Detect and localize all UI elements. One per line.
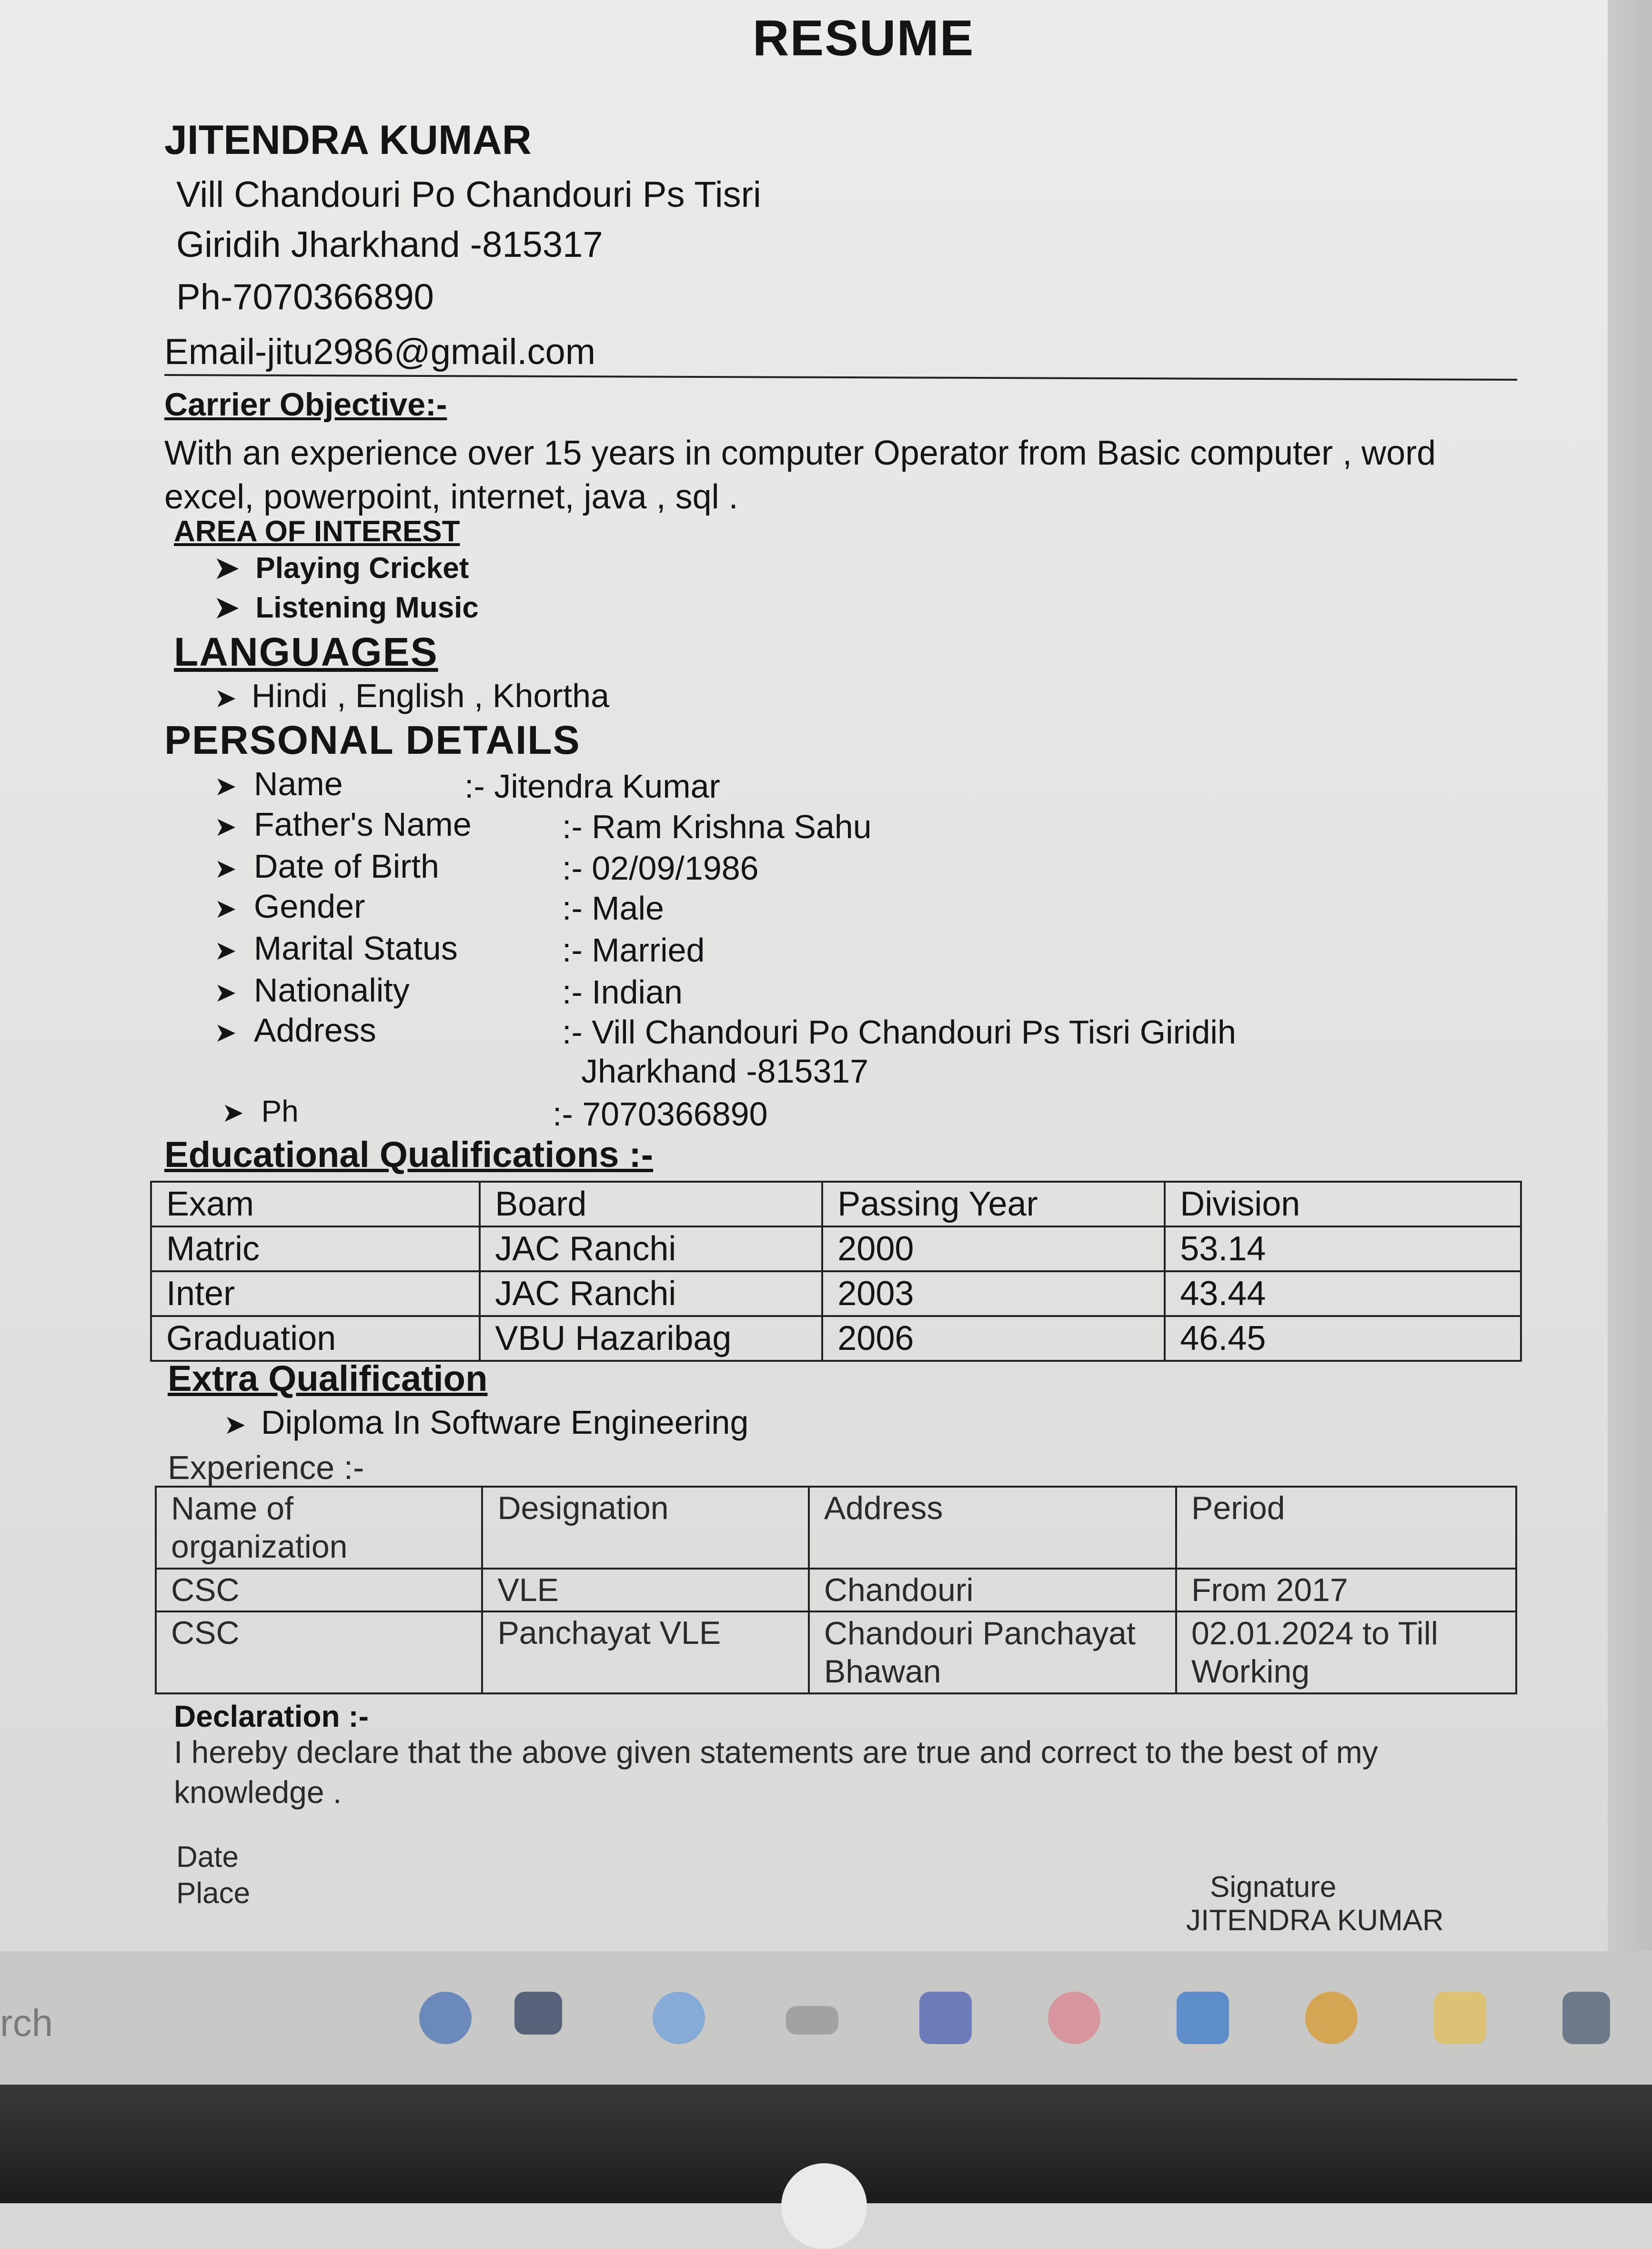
table-cell: VLE <box>482 1569 808 1611</box>
personal-row: ➤ Gender <box>214 888 365 925</box>
personal-value: :- Ram Krishna Sahu <box>562 808 872 845</box>
task-view-icon[interactable] <box>514 1992 562 2035</box>
personal-value: :- Male <box>562 890 664 927</box>
table-header-cell: Exam <box>151 1182 480 1226</box>
table-row <box>151 1226 1521 1271</box>
personal-value: :- 7070366890 <box>553 1095 768 1133</box>
table-cell: 46.45 <box>1165 1316 1521 1361</box>
widget-icon[interactable] <box>419 1992 472 2044</box>
table-header-row <box>156 1487 1516 1569</box>
arrow-bullet-icon: ➤ <box>214 552 256 585</box>
email-line: Email-jitu2986@gmail.com <box>164 332 596 372</box>
table-cell: Chandouri Panchayat Bhawan <box>809 1611 1176 1693</box>
folder-icon[interactable] <box>1434 1992 1486 2044</box>
arrow-bullet-icon: ➤ <box>214 893 237 923</box>
hp-logo-icon <box>781 2163 867 2249</box>
arrow-bullet-icon: ➤ <box>214 683 252 713</box>
table-header-cell: Designation <box>482 1487 808 1569</box>
interest-item: ➤ Playing Cricket <box>214 552 469 585</box>
taskbar-search-text[interactable]: rch <box>0 2002 53 2044</box>
table-cell: VBU Hazaribag <box>480 1316 822 1361</box>
declaration-text: I hereby declare that the above given statements are true and correct to the best of my knowledge . <box>174 1734 1378 1810</box>
table-cell: JAC Ranchi <box>480 1271 822 1316</box>
copilot-icon[interactable] <box>653 1992 705 2044</box>
explorer-icon[interactable] <box>786 2006 838 2035</box>
arrow-bullet-icon: ➤ <box>214 853 237 883</box>
declaration-heading: Declaration :- <box>174 1699 369 1733</box>
personal-row: ➤ Name <box>214 765 343 802</box>
personal-value: :- 02/09/1986 <box>562 850 759 887</box>
personal-row: ➤ Date of Birth <box>214 848 439 885</box>
language-item: ➤ Hindi , English , Khortha <box>214 677 610 714</box>
personal-value: :- Vill Chandouri Po Chandouri Ps Tisri Giridih <box>562 1013 1236 1051</box>
personal-value: :- Married <box>562 932 705 969</box>
table-header-cell: Division <box>1165 1182 1521 1226</box>
education-heading: Educational Qualifications :- <box>164 1135 654 1175</box>
arrow-bullet-icon: ➤ <box>214 771 237 801</box>
table-cell: Graduation <box>151 1316 480 1361</box>
table-header-cell: Passing Year <box>822 1182 1165 1226</box>
address-line-1: Vill Chandouri Po Chandouri Ps Tisri <box>176 174 761 215</box>
personal-row: ➤ Marital Status <box>214 930 458 967</box>
arrow-bullet-icon: ➤ <box>214 1017 237 1047</box>
interest-heading: AREA OF INTEREST <box>174 515 460 548</box>
table-header-cell: Period <box>1176 1487 1516 1569</box>
table-cell: Matric <box>151 1226 480 1271</box>
signature-label: Signature <box>1210 1871 1337 1904</box>
table-cell: Panchayat VLE <box>482 1611 808 1693</box>
experience-table <box>155 1486 1517 1694</box>
table-header-row <box>151 1182 1521 1226</box>
table-row <box>151 1316 1521 1361</box>
chrome-icon[interactable] <box>1305 1992 1358 2044</box>
teams-icon[interactable] <box>919 1992 972 2044</box>
table-row <box>156 1611 1516 1693</box>
table-cell: From 2017 <box>1176 1569 1516 1611</box>
table-header-cell: Name of organization <box>156 1487 482 1569</box>
place-label: Place <box>176 1877 251 1910</box>
personal-value: :- Jitendra Kumar <box>464 768 720 805</box>
extra-qualification-item: ➤ Diploma In Software Engineering <box>224 1404 749 1441</box>
table-cell: 2006 <box>822 1316 1165 1361</box>
interest-item: ➤ Listening Music <box>214 591 479 624</box>
objective-text: With an experience over 15 years in computer Operator from Basic computer , word excel, powerpoint, internet, java , sql . <box>164 434 1436 516</box>
table-row <box>151 1271 1521 1316</box>
table-cell: JAC Ranchi <box>480 1226 822 1271</box>
applicant-name: JITENDRA KUMAR <box>164 117 532 163</box>
table-cell: Chandouri <box>809 1569 1176 1611</box>
resume-title: RESUME <box>753 10 975 66</box>
experience-heading: Experience :- <box>168 1449 364 1486</box>
personal-row: ➤ Ph <box>214 1094 299 1128</box>
table-cell: 02.01.2024 to Till Working <box>1176 1611 1516 1693</box>
personal-details-heading: PERSONAL DETAILS <box>164 718 581 762</box>
languages-heading: LANGUAGES <box>174 629 438 674</box>
address-line-2: Giridih Jharkhand -815317 <box>176 224 603 265</box>
arrow-bullet-icon: ➤ <box>214 935 237 965</box>
table-cell: CSC <box>156 1569 482 1611</box>
extra-qualification-heading: Extra Qualification <box>168 1358 488 1399</box>
terminal-icon[interactable] <box>1562 1992 1610 2044</box>
arrow-bullet-icon: ➤ <box>214 811 237 841</box>
personal-value-continued: Jharkhand -815317 <box>581 1053 869 1090</box>
table-row <box>156 1569 1516 1611</box>
table-cell: 2003 <box>822 1271 1165 1316</box>
personal-row: ➤ Address <box>214 1012 376 1049</box>
arrow-bullet-icon: ➤ <box>214 977 237 1007</box>
personal-row: ➤ Father's Name <box>214 806 472 843</box>
table-cell: Inter <box>151 1271 480 1316</box>
table-cell: 43.44 <box>1165 1271 1521 1316</box>
date-label: Date <box>176 1841 239 1874</box>
table-cell: 2000 <box>822 1226 1165 1271</box>
table-cell: CSC <box>156 1611 482 1693</box>
table-header-cell: Board <box>480 1182 822 1226</box>
signature-name: JITENDRA KUMAR <box>1186 1904 1444 1937</box>
objective-heading: Carrier Objective:- <box>164 386 447 423</box>
education-table <box>150 1181 1522 1362</box>
phone-line: Ph-7070366890 <box>176 277 434 317</box>
personal-row: ➤ Nationality <box>214 972 410 1009</box>
browser-icon[interactable] <box>1048 1992 1100 2044</box>
personal-value: :- Indian <box>562 973 683 1011</box>
screen-right-edge <box>1608 0 1652 1951</box>
arrow-bullet-icon: ➤ <box>214 591 256 624</box>
arrow-bullet-icon: ➤ <box>224 1409 262 1439</box>
table-header-cell: Address <box>809 1487 1176 1569</box>
store-icon[interactable] <box>1177 1992 1229 2044</box>
table-cell: 53.14 <box>1165 1226 1521 1271</box>
arrow-bullet-icon: ➤ <box>214 1097 244 1127</box>
